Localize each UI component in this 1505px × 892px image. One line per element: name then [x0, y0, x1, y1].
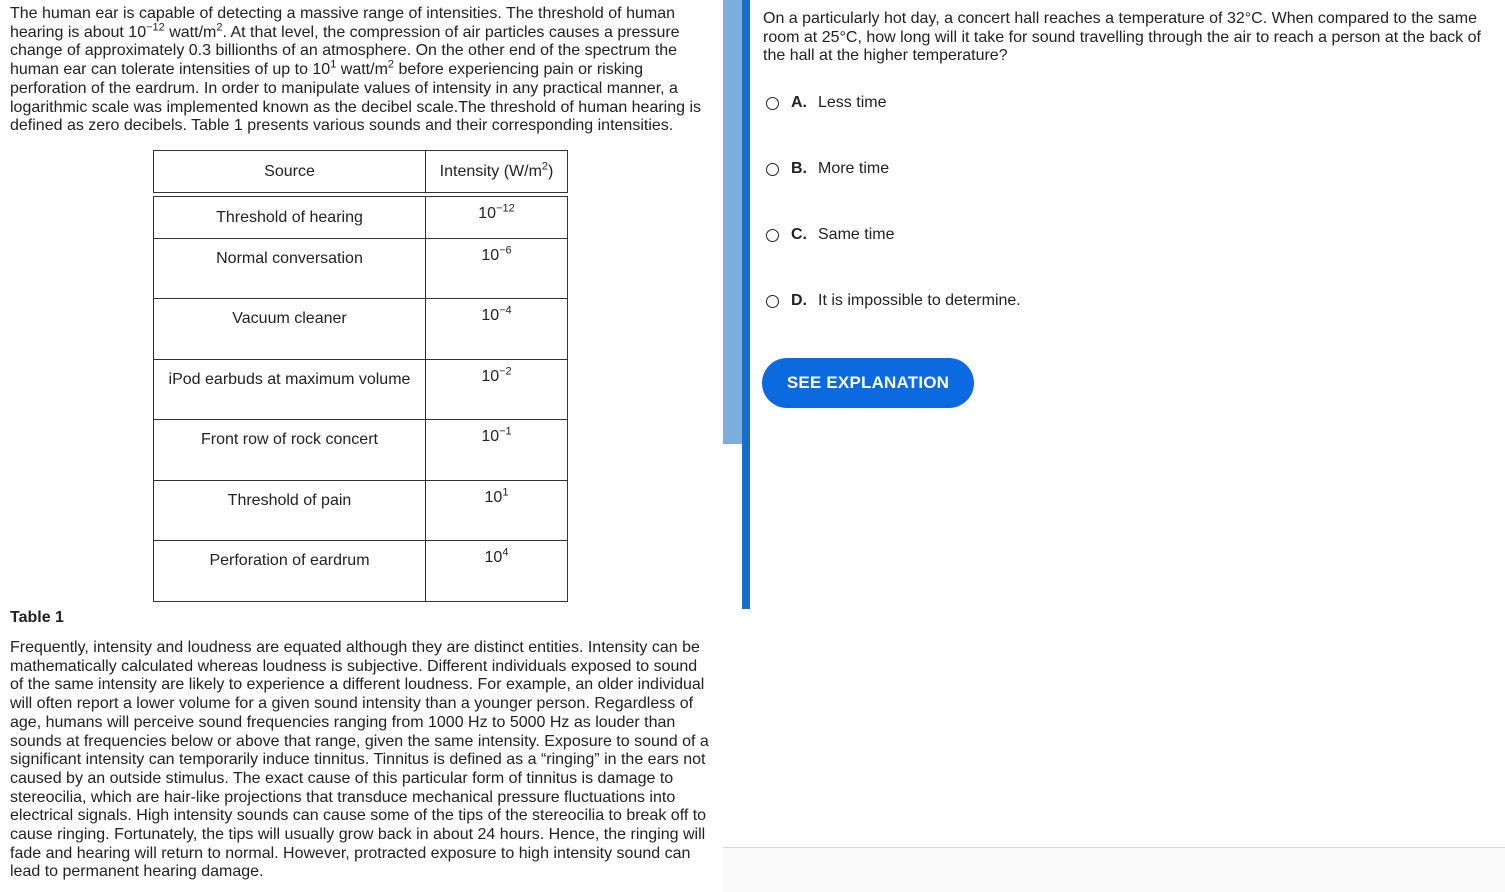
superscript: 2: [216, 21, 223, 34]
cell-source: Normal conversation: [154, 239, 426, 298]
option-letter: A.: [791, 94, 807, 111]
table-caption: Table 1: [10, 609, 64, 626]
option-letter: B.: [791, 160, 807, 177]
radio-icon[interactable]: [766, 295, 779, 308]
scrollbar-track[interactable]: [723, 444, 742, 609]
superscript: 2: [387, 58, 395, 71]
header-source: Source: [154, 151, 426, 192]
option-letter: D.: [791, 292, 807, 309]
table-header: [153, 150, 568, 193]
table-row: [154, 420, 567, 481]
option-text: Same time: [818, 226, 895, 243]
table-row: [154, 299, 567, 360]
see-explanation-button[interactable]: SEE EXPLANATION: [762, 358, 974, 408]
table-row: [154, 360, 567, 420]
question-text: On a particularly hot day, a concert hall reaches a temperature of 32°C. When compared to the same room at 25°C, how long will it take for sound travelling through the air to reach a person at the back of the hall at the higher temperature?: [763, 10, 1481, 65]
passage-text: . At that level, the compression of air particles causes a pressure change of approximately 0.3 billionths of an atmosphere. On the other end of the spectrum the human ear can tolerate intensities of up to 10: [10, 23, 680, 79]
option-letter: C.: [791, 226, 807, 243]
table-body: [153, 196, 568, 602]
passage-text: before experiencing pain or risking perforation of the eardrum. In order to manipulate values of intensity in any practical manner, a logarithmic scale was implemented known as the decibel scale.The threshold of human hearing is defined as zero decibels. Table 1 presents various sounds and their corresponding intensities.: [10, 61, 702, 135]
radio-icon[interactable]: [766, 163, 779, 176]
option-text: It is impossible to determine.: [818, 292, 1021, 309]
passage-intro: [10, 5, 718, 136]
cell-source: Vacuum cleaner: [154, 299, 426, 359]
header-intensity: Intensity $(W/m^2)$: [439, 160, 554, 180]
scrollbar-thumb[interactable]: [723, 0, 742, 444]
cell-source: iPod earbuds at maximum volume: [154, 360, 426, 419]
superscript: −12: [146, 21, 165, 34]
option-b[interactable]: [766, 160, 889, 178]
passage-text: The human ear is capable of detecting a massive range of intensities. The threshold of human hearing is about 10: [10, 5, 675, 41]
passage-text: watt/m: [336, 61, 388, 79]
cell-intensity: $10^4$: [484, 546, 509, 566]
cell-source: Threshold of pain: [154, 481, 426, 540]
option-d[interactable]: [766, 292, 1021, 310]
cell-intensity: $10^{-2}$: [481, 365, 512, 385]
cell-intensity: $10^{-6}$: [481, 244, 512, 264]
cell-intensity: $10^{-4}$: [481, 304, 512, 324]
cell-source: Threshold of hearing: [154, 197, 426, 238]
panel-divider: [742, 0, 750, 609]
radio-icon[interactable]: [766, 229, 779, 242]
cell-intensity: $10^1$: [484, 486, 509, 506]
table-row: [154, 541, 567, 602]
option-c[interactable]: [766, 226, 894, 244]
passage-loudness: Frequently, intensity and loudness are equated although they are distinct entities. Intensity can be mathematically calculated whereas loudness is subjective. Different individuals exposed to sound of the same intensity are likely to experience a different loudness. For example, an older individual will often report a lower volume for a given sound intensity than a younger person. Regardless of age, humans will perceive sound frequencies ranging from 1000 Hz to 5000 Hz as louder than sounds at frequencies below or above that range, given the same intensity. Exposure to sound of a significant intensity can temporarily induce tinnitus. Tinnitus is defined as a “ringing” in the ears not caused by an outside stimulus. The exact cause of this particular form of tinnitus is damage to stereocilia, which are hair-like projections that transduce mechanical pressure fluctuations into electrical signals. High intensity sounds can cause some of the tips of the stereocilia to break off to cause ringing. Fortunately, the tips will usually grow back in about 24 hours. Hence, the ringing will fade and hearing will return to normal. However, protracted exposure to high intensity sound can lead to permanent hearing damage.: [10, 639, 709, 881]
superscript: 1: [330, 58, 337, 71]
option-a[interactable]: [766, 94, 886, 112]
cell-intensity: $10^{-12}$: [478, 202, 515, 222]
cell-source: Front row of rock concert: [154, 420, 426, 480]
option-text: More time: [818, 160, 890, 177]
table-row: [154, 197, 567, 239]
intensity-table: [153, 150, 568, 602]
cell-intensity: $10^{-1}$: [481, 425, 512, 445]
radio-icon[interactable]: [766, 97, 779, 110]
passage-text: watt/m: [164, 23, 217, 41]
option-text: Less time: [818, 94, 887, 111]
cell-source: Perforation of eardrum: [154, 541, 426, 601]
table-row: [154, 481, 567, 541]
table-row: [154, 239, 567, 299]
footer-area: [723, 848, 1505, 892]
